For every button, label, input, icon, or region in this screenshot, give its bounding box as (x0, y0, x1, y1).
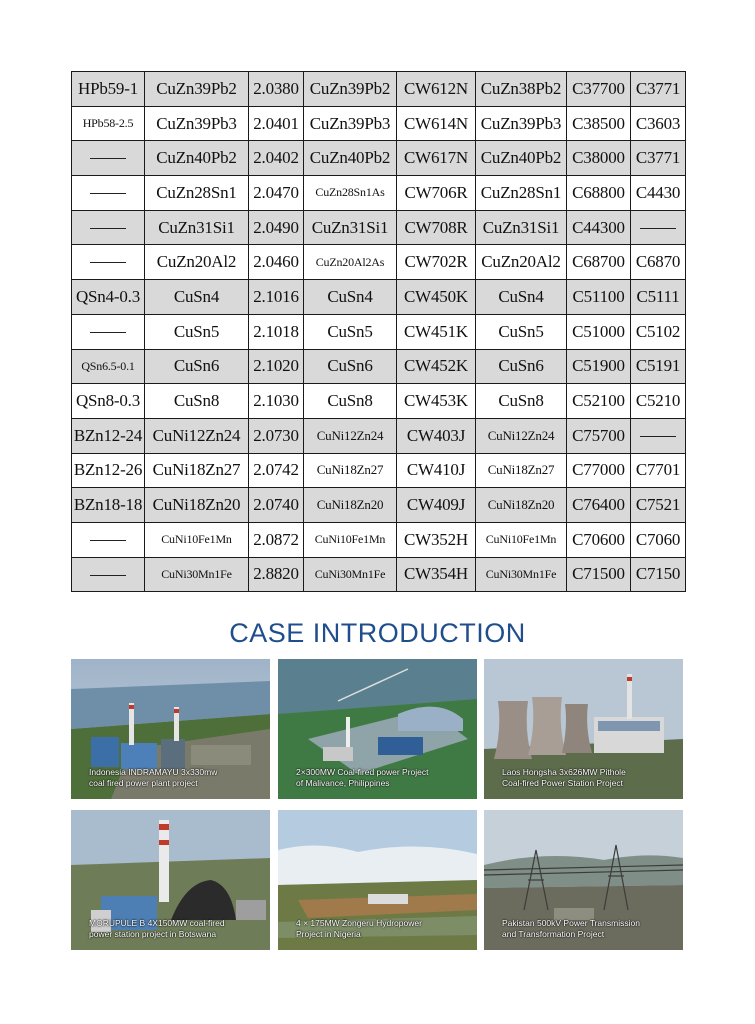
table-row (72, 418, 686, 453)
table-cell-din-number: 2.0490 (249, 210, 304, 245)
table-cell-uns-grade: C77000 (567, 453, 631, 488)
table-cell-en-grade: CuSn8 (145, 384, 249, 419)
table-cell-en-grade: CuZn39Pb3 (145, 106, 249, 141)
table-cell-jis-grade: C3603 (631, 106, 686, 141)
table-cell-uns-grade: C76400 (567, 488, 631, 523)
table-cell-en-number: CW612N (397, 72, 476, 107)
table-cell-gb-grade: QSn8-0.3 (72, 384, 145, 419)
table-cell-din-number: 2.0401 (249, 106, 304, 141)
table-cell-en-number: CW450K (397, 280, 476, 315)
table-row (72, 314, 686, 349)
table-cell-din-grade: CuNi18Zn20 (304, 488, 397, 523)
section-title: CASE INTRODUCTION (229, 618, 526, 648)
table-cell-gb-grade (72, 314, 145, 349)
table-cell-en-number: CW410J (397, 453, 476, 488)
table-cell-en-grade: CuNi12Zn24 (145, 418, 249, 453)
table-cell-jis-grade: C7150 (631, 557, 686, 592)
table-cell-din-number: 2.1018 (249, 314, 304, 349)
table-body (72, 72, 686, 592)
table-cell-din-grade: CuZn39Pb3 (304, 106, 397, 141)
table-cell-din-grade: CuZn40Pb2 (304, 141, 397, 176)
table-cell-jis-grade: C7060 (631, 522, 686, 557)
table-cell-din-number: 2.0380 (249, 72, 304, 107)
table-cell-en-number: CW706R (397, 176, 476, 211)
table-cell-en-number: CW403J (397, 418, 476, 453)
table-cell-en-number: CW453K (397, 384, 476, 419)
table-cell-din-number: 2.0740 (249, 488, 304, 523)
table-cell-din-grade: CuZn20Al2As (304, 245, 397, 280)
table-row (72, 384, 686, 419)
table-cell-en-number: CW617N (397, 141, 476, 176)
table-cell-en-number: CW451K (397, 314, 476, 349)
table-cell-din-number: 2.1030 (249, 384, 304, 419)
table-cell-jis-grade (631, 418, 686, 453)
table-cell-uns-grade: C75700 (567, 418, 631, 453)
table-cell-en-grade: CuNi30Mn1Fe (145, 557, 249, 592)
table-cell-iso-grade: CuNi18Zn27 (476, 453, 567, 488)
table-cell-en-grade: CuSn5 (145, 314, 249, 349)
table-row (72, 210, 686, 245)
table-cell-en-grade: CuZn20Al2 (145, 245, 249, 280)
table-cell-gb-grade (72, 141, 145, 176)
table-cell-uns-grade: C68800 (567, 176, 631, 211)
table-cell-jis-grade: C5111 (631, 280, 686, 315)
table-row (72, 522, 686, 557)
table-cell-jis-grade: C6870 (631, 245, 686, 280)
table-cell-iso-grade: CuNi12Zn24 (476, 418, 567, 453)
table-cell-iso-grade: CuZn40Pb2 (476, 141, 567, 176)
table-cell-gb-grade (72, 557, 145, 592)
empty-dash (90, 262, 126, 264)
table-cell-en-grade: CuZn40Pb2 (145, 141, 249, 176)
table-cell-iso-grade: CuZn28Sn1 (476, 176, 567, 211)
table-cell-en-grade: CuSn6 (145, 349, 249, 384)
table-cell-en-grade: CuNi18Zn27 (145, 453, 249, 488)
table-cell-iso-grade: CuNi18Zn20 (476, 488, 567, 523)
table-cell-en-number: CW352H (397, 522, 476, 557)
table-row (72, 557, 686, 592)
table-cell-iso-grade: CuSn6 (476, 349, 567, 384)
table-cell-jis-grade: C3771 (631, 72, 686, 107)
case-caption: Pakistan 500kV Power Transmission and Transformation Project (502, 918, 640, 939)
table-cell-uns-grade: C38000 (567, 141, 631, 176)
table-cell-uns-grade: C38500 (567, 106, 631, 141)
table-cell-din-grade: CuSn6 (304, 349, 397, 384)
table-cell-din-number: 2.1020 (249, 349, 304, 384)
table-cell-gb-grade: QSn4-0.3 (72, 280, 145, 315)
table-cell-din-number: 2.1016 (249, 280, 304, 315)
table-cell-din-grade: CuZn31Si1 (304, 210, 397, 245)
table-cell-din-grade: CuNi12Zn24 (304, 418, 397, 453)
table-row (72, 245, 686, 280)
table-cell-jis-grade: C5102 (631, 314, 686, 349)
empty-dash (90, 575, 126, 577)
table-cell-din-grade: CuZn39Pb2 (304, 72, 397, 107)
table-cell-jis-grade (631, 210, 686, 245)
table-cell-gb-grade: BZn18-18 (72, 488, 145, 523)
table-cell-iso-grade: CuZn39Pb3 (476, 106, 567, 141)
table-cell-uns-grade: C68700 (567, 245, 631, 280)
table-cell-en-number: CW614N (397, 106, 476, 141)
table-cell-din-number: 2.0742 (249, 453, 304, 488)
table-cell-gb-grade: BZn12-26 (72, 453, 145, 488)
table-cell-en-number: CW702R (397, 245, 476, 280)
table-cell-iso-grade: CuSn5 (476, 314, 567, 349)
table-cell-gb-grade (72, 522, 145, 557)
table-cell-iso-grade: CuNi10Fe1Mn (476, 522, 567, 557)
table-cell-en-grade: CuZn39Pb2 (145, 72, 249, 107)
table-cell-uns-grade: C44300 (567, 210, 631, 245)
table-row (72, 488, 686, 523)
alloy-grade-table (71, 71, 686, 592)
table-cell-jis-grade: C4430 (631, 176, 686, 211)
table-cell-din-grade: CuZn28Sn1As (304, 176, 397, 211)
table-row (72, 106, 686, 141)
empty-dash (90, 332, 126, 334)
table-cell-iso-grade: CuZn38Pb2 (476, 72, 567, 107)
table-cell-uns-grade: C52100 (567, 384, 631, 419)
table-cell-uns-grade: C71500 (567, 557, 631, 592)
table-cell-din-number: 2.0730 (249, 418, 304, 453)
table-cell-en-grade: CuSn4 (145, 280, 249, 315)
empty-dash (640, 228, 676, 230)
case-caption: Laos Hongsha 3x626MW Pithole Coal-fired Power Station Project (502, 767, 626, 788)
table-cell-gb-grade: HPb59-1 (72, 72, 145, 107)
case-photo-morupule (71, 810, 270, 950)
table-cell-jis-grade: C7701 (631, 453, 686, 488)
empty-dash (90, 193, 126, 195)
table-cell-uns-grade: C70600 (567, 522, 631, 557)
table-cell-din-grade: CuNi10Fe1Mn (304, 522, 397, 557)
table-cell-jis-grade: C3771 (631, 141, 686, 176)
table-cell-din-grade: CuSn5 (304, 314, 397, 349)
table-cell-en-number: CW452K (397, 349, 476, 384)
case-photo-malivance (278, 659, 477, 799)
table-cell-en-grade: CuNi18Zn20 (145, 488, 249, 523)
table-cell-din-grade: CuSn4 (304, 280, 397, 315)
table-cell-iso-grade: CuZn20Al2 (476, 245, 567, 280)
table-cell-din-grade: CuNi18Zn27 (304, 453, 397, 488)
table-cell-en-number: CW409J (397, 488, 476, 523)
table-row (72, 176, 686, 211)
table-cell-jis-grade: C5191 (631, 349, 686, 384)
table-cell-gb-grade (72, 210, 145, 245)
table-cell-uns-grade: C51900 (567, 349, 631, 384)
case-photo-hongsha (484, 659, 683, 799)
case-photo-indramayu (71, 659, 270, 799)
table-cell-gb-grade: HPb58-2.5 (72, 106, 145, 141)
table-cell-uns-grade: C51000 (567, 314, 631, 349)
empty-dash (90, 158, 126, 160)
table-cell-din-grade: CuSn8 (304, 384, 397, 419)
table-cell-gb-grade: BZn12-24 (72, 418, 145, 453)
table-cell-iso-grade: CuZn31Si1 (476, 210, 567, 245)
table-cell-jis-grade: C7521 (631, 488, 686, 523)
table-row (72, 453, 686, 488)
table-cell-en-number: CW708R (397, 210, 476, 245)
table-cell-din-number: 2.0872 (249, 522, 304, 557)
table-cell-din-number: 2.0470 (249, 176, 304, 211)
table-cell-iso-grade: CuSn4 (476, 280, 567, 315)
table-cell-uns-grade: C51100 (567, 280, 631, 315)
table-cell-din-number: 2.8820 (249, 557, 304, 592)
empty-dash (640, 436, 676, 438)
table-cell-din-number: 2.0460 (249, 245, 304, 280)
table-cell-en-grade: CuNi10Fe1Mn (145, 522, 249, 557)
table-cell-gb-grade (72, 245, 145, 280)
table-cell-din-number: 2.0402 (249, 141, 304, 176)
case-caption: 2×300MW Coal-fired power Project of Malivance, Philippines (296, 767, 429, 788)
table-row (72, 349, 686, 384)
table-cell-iso-grade: CuSn8 (476, 384, 567, 419)
table-cell-iso-grade: CuNi30Mn1Fe (476, 557, 567, 592)
table-cell-gb-grade: QSn6.5-0.1 (72, 349, 145, 384)
case-caption: 4 × 175MW Zongeru Hydropower Project in Nigeria (296, 918, 422, 939)
table-cell-en-number: CW354H (397, 557, 476, 592)
empty-dash (90, 228, 126, 230)
case-photo-zongeru (278, 810, 477, 950)
table-cell-gb-grade (72, 176, 145, 211)
table-row (72, 72, 686, 107)
table-cell-din-grade: CuNi30Mn1Fe (304, 557, 397, 592)
case-caption: Indonesia INDRAMAYU 3x330mw coal fired power plant project (89, 767, 218, 788)
table-cell-uns-grade: C37700 (567, 72, 631, 107)
empty-dash (90, 540, 126, 542)
case-photo-pakistan (484, 810, 683, 950)
table-cell-en-grade: CuZn28Sn1 (145, 176, 249, 211)
case-caption: MORUPULE B 4X150MW coal-fired power station project in Botswana (89, 918, 225, 939)
table-row (72, 280, 686, 315)
table-cell-jis-grade: C5210 (631, 384, 686, 419)
table-row (72, 141, 686, 176)
table-cell-en-grade: CuZn31Si1 (145, 210, 249, 245)
